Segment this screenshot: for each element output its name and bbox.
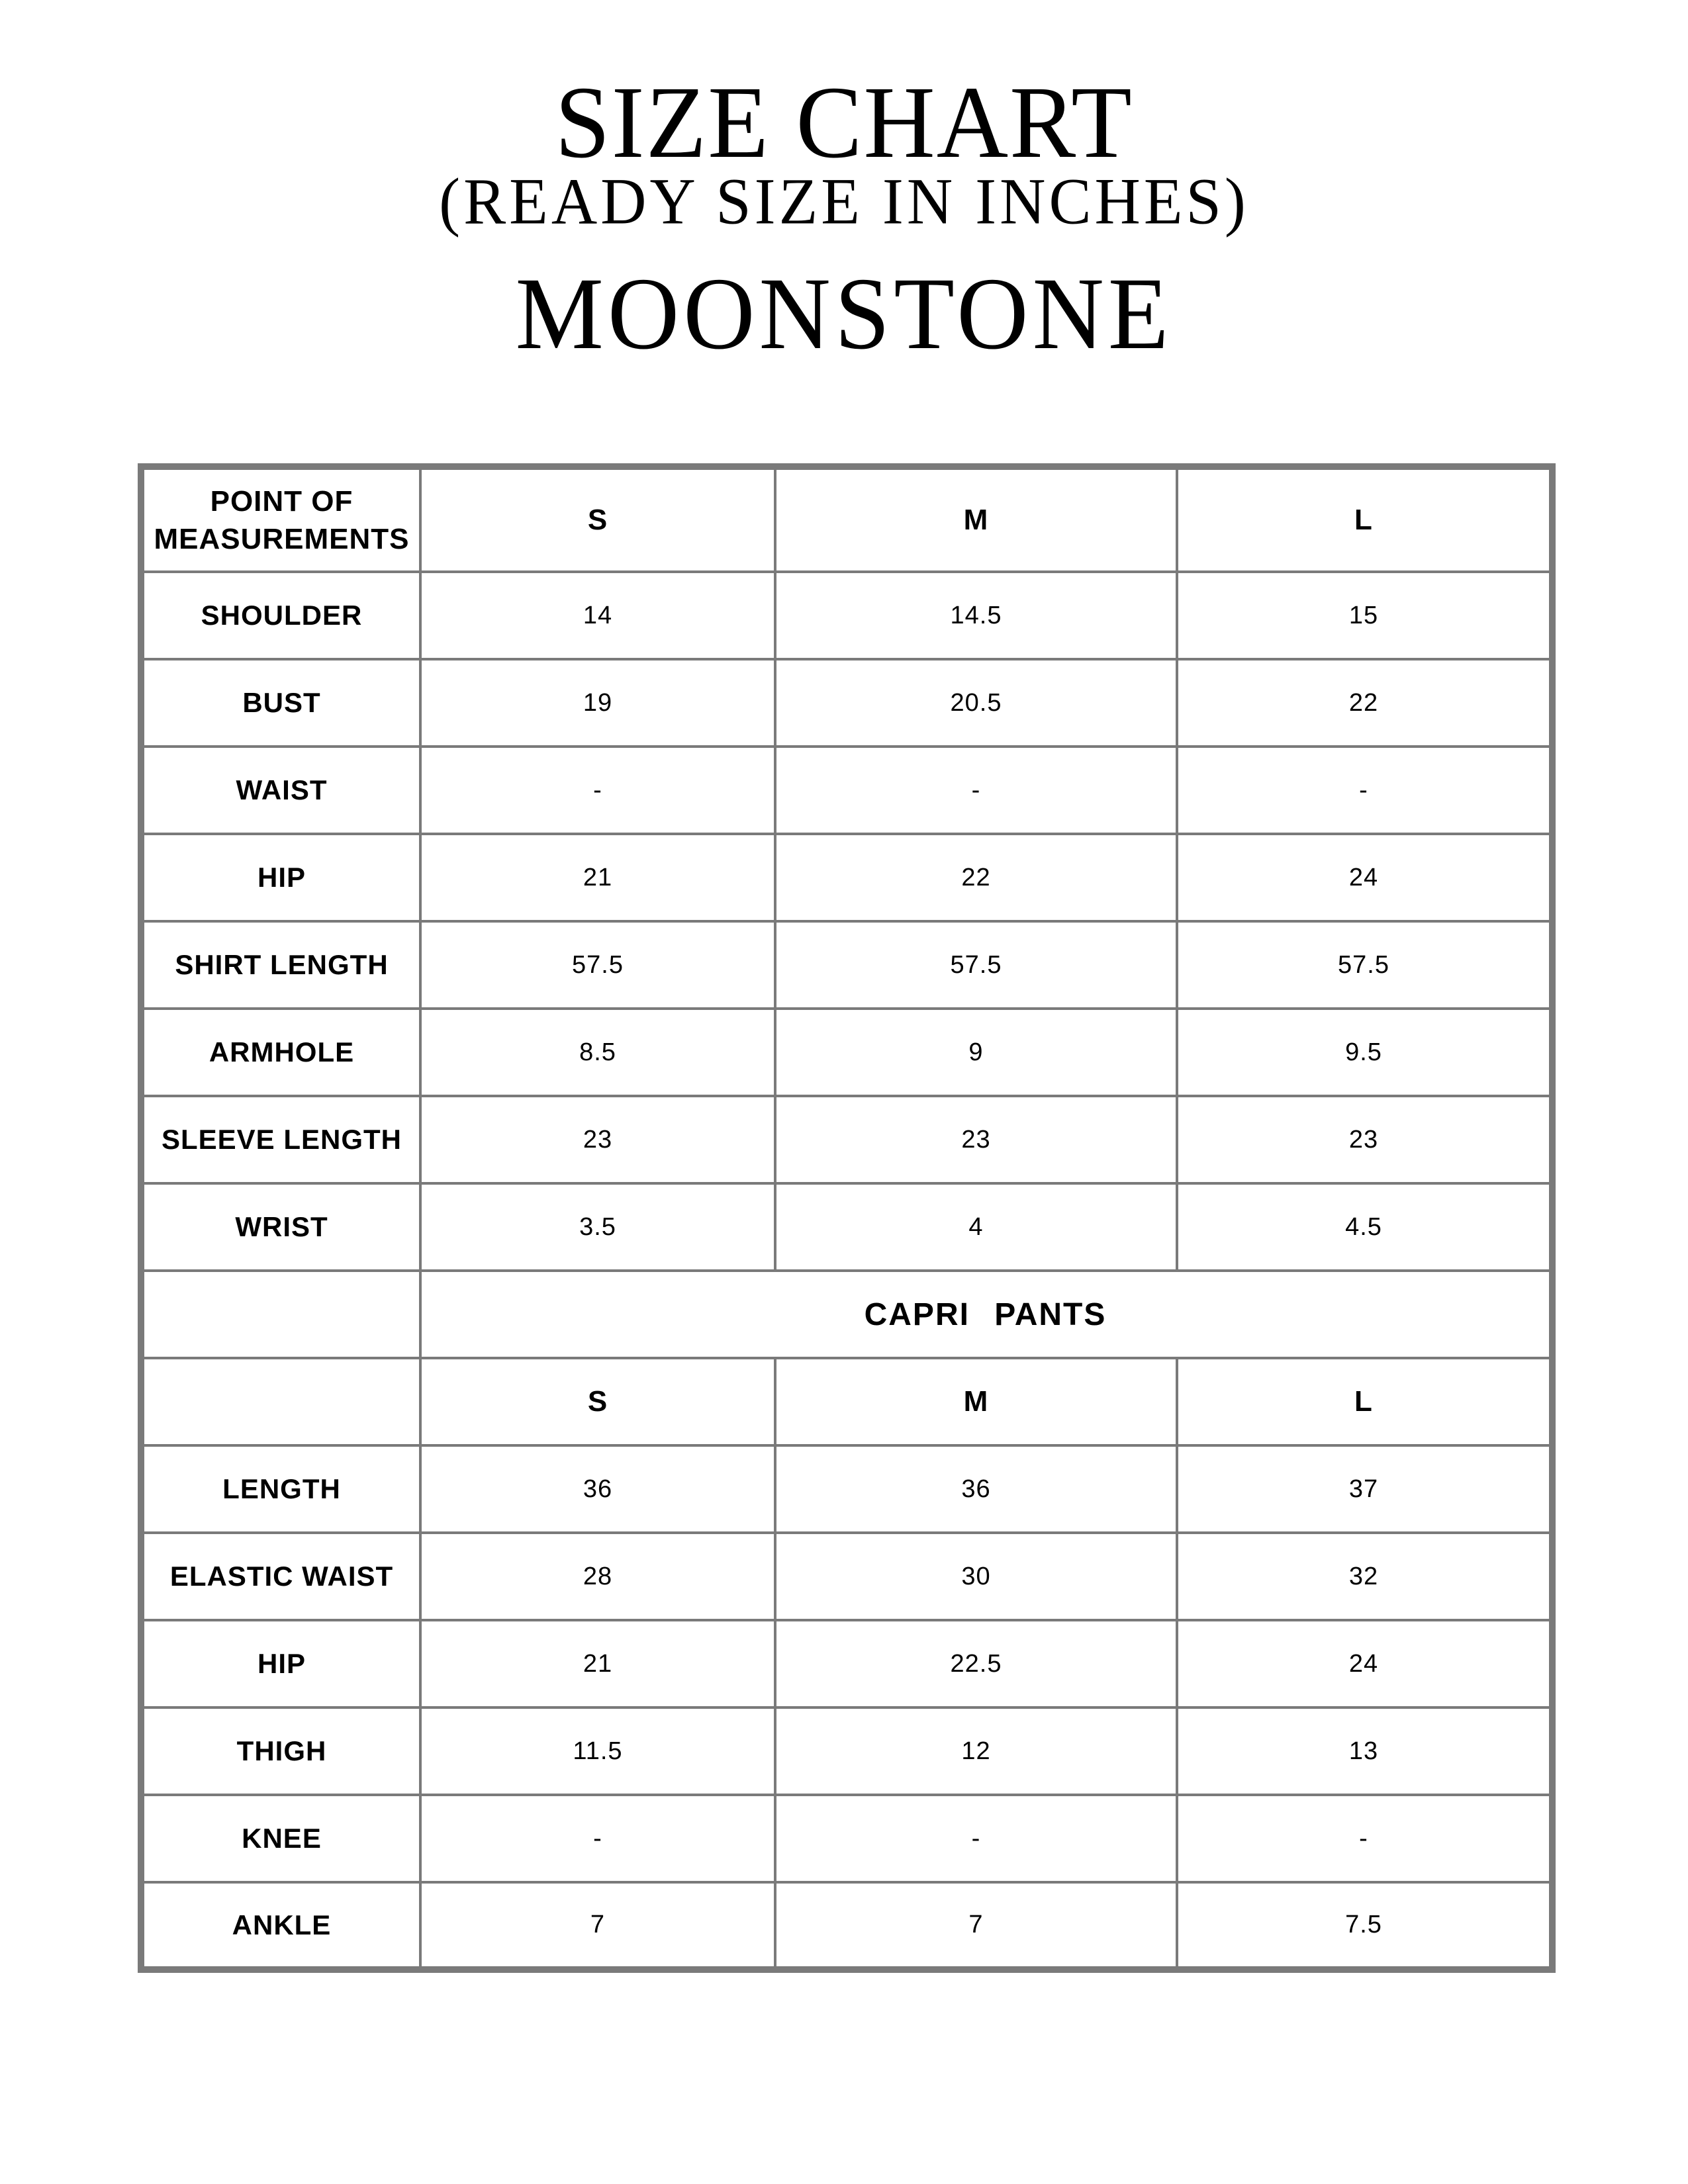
size-header-m: M [775,467,1177,572]
measurement-label: HIP [141,834,420,921]
table-row-wrist [141,1183,1552,1271]
measurement-value: 8.5 [420,1009,775,1096]
measurement-value: 15 [1177,572,1552,659]
section-header-cell: CAPRI PANTS [420,1271,1552,1358]
measurement-value: 21 [420,1620,775,1707]
table-header-row [141,467,1552,572]
table-row-bust [141,659,1552,747]
measurement-label: SHIRT LENGTH [141,921,420,1009]
measurement-value: 11.5 [420,1707,775,1795]
table-row-hip [141,834,1552,921]
measurement-label: THIGH [141,1707,420,1795]
measurement-value: 20.5 [775,659,1177,747]
capri-size-header-s: S [420,1358,775,1445]
measurement-label: KNEE [141,1795,420,1882]
measurement-label: WRIST [141,1183,420,1271]
measurement-label: BUST [141,659,420,747]
capri-size-header-m: M [775,1358,1177,1445]
measurement-value: - [1177,747,1552,834]
measurement-value: 13 [1177,1707,1552,1795]
measurement-label: WAIST [141,747,420,834]
section-header-row [141,1271,1552,1358]
measurement-value: 4 [775,1183,1177,1271]
measurement-value: 37 [1177,1445,1552,1533]
measurement-value: 23 [775,1096,1177,1183]
size-chart-table [138,463,1556,1973]
measurement-value: 24 [1177,834,1552,921]
measurement-value: 30 [775,1533,1177,1620]
measurement-value: - [775,1795,1177,1882]
table-row-thigh [141,1707,1552,1795]
measurement-label: LENGTH [141,1445,420,1533]
measurement-value: 9 [775,1009,1177,1096]
empty-cell [141,1358,420,1445]
size-header-s: S [420,467,775,572]
table-row-shirt-length [141,921,1552,1009]
measurement-value: 21 [420,834,775,921]
measurement-label: HIP [141,1620,420,1707]
measurement-value: 14 [420,572,775,659]
measurement-value: 7 [420,1882,775,1970]
capri-size-header-l: L [1177,1358,1552,1445]
table-row-shoulder [141,572,1552,659]
table-row-knee [141,1795,1552,1882]
measurement-value: 22.5 [775,1620,1177,1707]
size-header-l: L [1177,467,1552,572]
measurement-label: SHOULDER [141,572,420,659]
measurement-value: - [775,747,1177,834]
page-title: SIZE CHART [555,65,1133,180]
measurement-value: - [1177,1795,1552,1882]
measurement-value: 19 [420,659,775,747]
measurement-value: 23 [420,1096,775,1183]
capri-size-header-row [141,1358,1552,1445]
measurement-value: 3.5 [420,1183,775,1271]
table-row-length [141,1445,1552,1533]
table-row-elastic-waist [141,1533,1552,1620]
measurement-value: 4.5 [1177,1183,1552,1271]
empty-cell [141,1271,420,1358]
measurement-value: - [420,1795,775,1882]
page-subtitle: (READY SIZE IN INCHES) [439,163,1249,238]
measurement-value: - [420,747,775,834]
table-row-ankle [141,1882,1552,1970]
table-row-waist [141,747,1552,834]
measurement-value: 57.5 [1177,921,1552,1009]
measurement-value: 23 [1177,1096,1552,1183]
measurement-value: 7 [775,1882,1177,1970]
measurement-value: 22 [1177,659,1552,747]
measurement-value: 12 [775,1707,1177,1795]
table-row-sleeve-length [141,1096,1552,1183]
measurement-label: ELASTIC WAIST [141,1533,420,1620]
table-row-capri-hip [141,1620,1552,1707]
measurement-value: 57.5 [775,921,1177,1009]
measurement-value: 7.5 [1177,1882,1552,1970]
measurement-label: ARMHOLE [141,1009,420,1096]
measurement-value: 14.5 [775,572,1177,659]
measurement-value: 24 [1177,1620,1552,1707]
measurement-value: 32 [1177,1533,1552,1620]
measurement-value: 57.5 [420,921,775,1009]
measurement-value: 22 [775,834,1177,921]
table-row-armhole [141,1009,1552,1096]
measurement-value: 28 [420,1533,775,1620]
measurement-value: 36 [775,1445,1177,1533]
measurement-label: ANKLE [141,1882,420,1970]
measurement-value: 36 [420,1445,775,1533]
product-name: MOONSTONE [515,256,1173,371]
corner-header-cell: POINT OF MEASUREMENTS [141,467,420,572]
measurement-label: SLEEVE LENGTH [141,1096,420,1183]
measurement-value: 9.5 [1177,1009,1552,1096]
